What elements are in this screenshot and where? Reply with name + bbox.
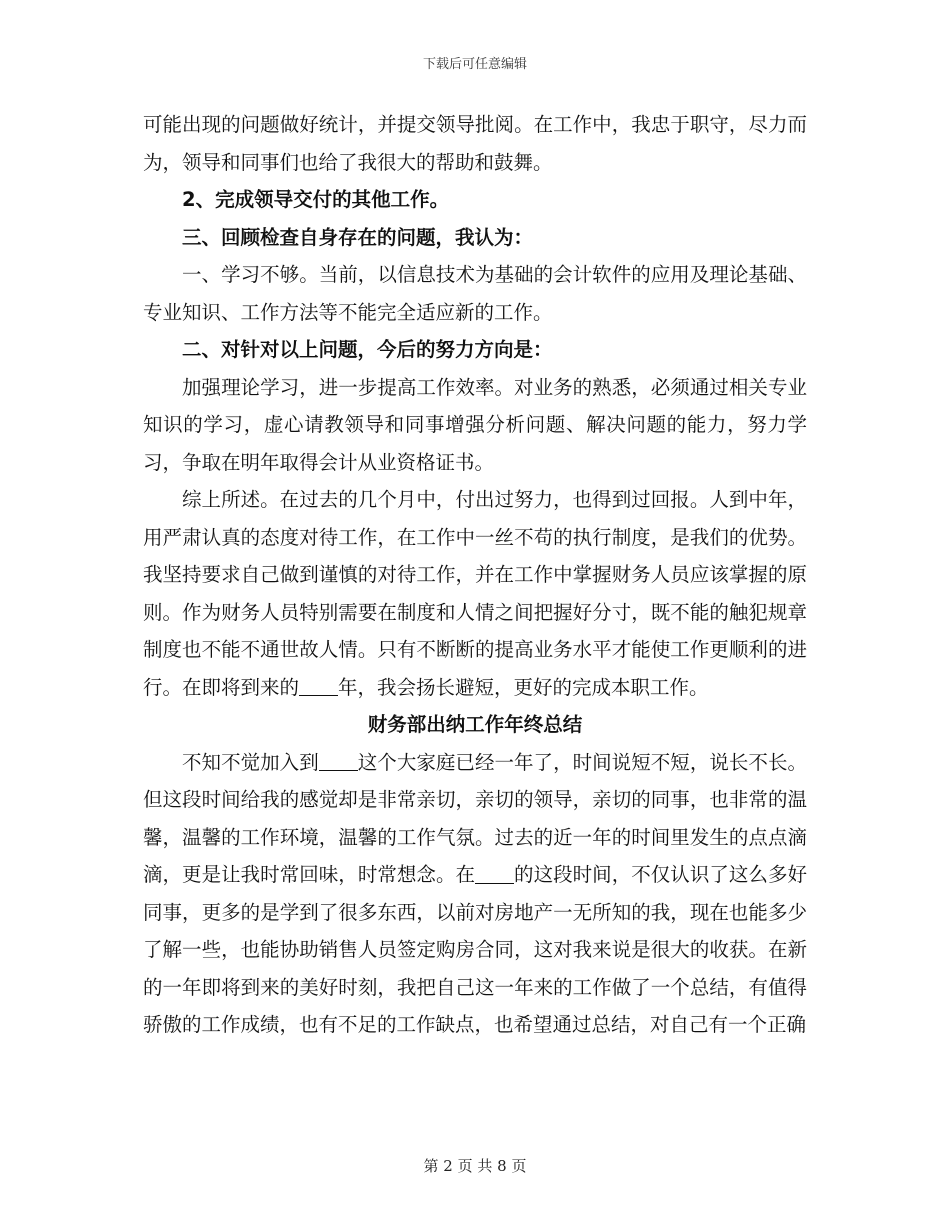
page-footer: 第 2 页 共 8 页 bbox=[423, 1157, 527, 1175]
paragraph bbox=[143, 481, 807, 706]
section-heading: 三、回顾检查自身存在的问题，我认为： bbox=[182, 225, 534, 249]
paragraph: 可能出现的问题做好统计，并提交领导批阅。在工作中，我忠于职守，尽力而为，领导和同事们也给了我很大的帮助和鼓舞。 bbox=[143, 113, 807, 174]
heading-item: 2、完成领导交付的其他工作。 bbox=[182, 188, 450, 211]
text-run: 不知不觉加入到 bbox=[182, 750, 319, 774]
blank-underline bbox=[475, 862, 514, 883]
text-run: 综上所述。在过去的几个月中，付出过努力，也得到过回报。人到中年，用严肃认真的态度对待工作，在工作中一丝不苟的执行制度，是我们的优势。我坚持要求自己做到谨慎的对待工作，并在工作中掌握财务人员应该掌握的原则。作为财务人员特别需要在制度和人情之间把握好分寸，既不能的触犯规章制度也不能不通世故人情。只有不断断的提高业务水平才能使工作更顺利的进行。在即将到来的 bbox=[143, 488, 807, 699]
paragraph: 加强理论学习，进一步提高工作效率。对业务的熟悉，必须通过相关专业知识的学习，虚心请教领导和同事增强分析问题、解决问题的能力，努力学习，争取在明年取得会计从业资格证书。 bbox=[143, 375, 807, 474]
text-run: 的这段时间，不仅认识了这么多好同事，更多的是学到了很多东西，以前对房地产一无所知的我，现在也能多少了解一些，也能协助销售人员签定购房合同，这对我来说是很大的收获。在新的一年即将到来的美好时刻，我把自己这一年来的工作做了一个总结，有值得骄傲的工作成绩，也有不足的工作缺点，也希望通过总结，对自己有一个正确 bbox=[143, 863, 807, 1036]
page-header: 下载后可任意编辑 bbox=[422, 57, 527, 72]
section-heading: 二、对针对以上问题，今后的努力方向是： bbox=[182, 338, 553, 361]
blank-underline bbox=[319, 750, 358, 771]
document-body bbox=[143, 106, 807, 1044]
paragraph: 一、学习不够。当前，以信息技术为基础的会计软件的应用及理论基础、专业知识、工作方法等不能完全适应新的工作。 bbox=[143, 263, 807, 324]
text-run: 年，我会扬长避短，更好的完成本职工作。 bbox=[338, 675, 709, 699]
blank-underline bbox=[299, 675, 338, 696]
text-run: 这个大家庭已经一年了，时间说短不短，说长不长。但这段时间给我的感觉却是非常亲切，亲切的领导，亲切的同事，也非常的温馨，温馨的工作环境，温馨的工作气氛。过去的近一年的时间里发生的点点滴滴，更是让我时常回味，时常想念。在 bbox=[143, 750, 807, 886]
paragraph bbox=[143, 744, 807, 1044]
article-title: 财务部出纳工作年终总结 bbox=[367, 713, 583, 736]
